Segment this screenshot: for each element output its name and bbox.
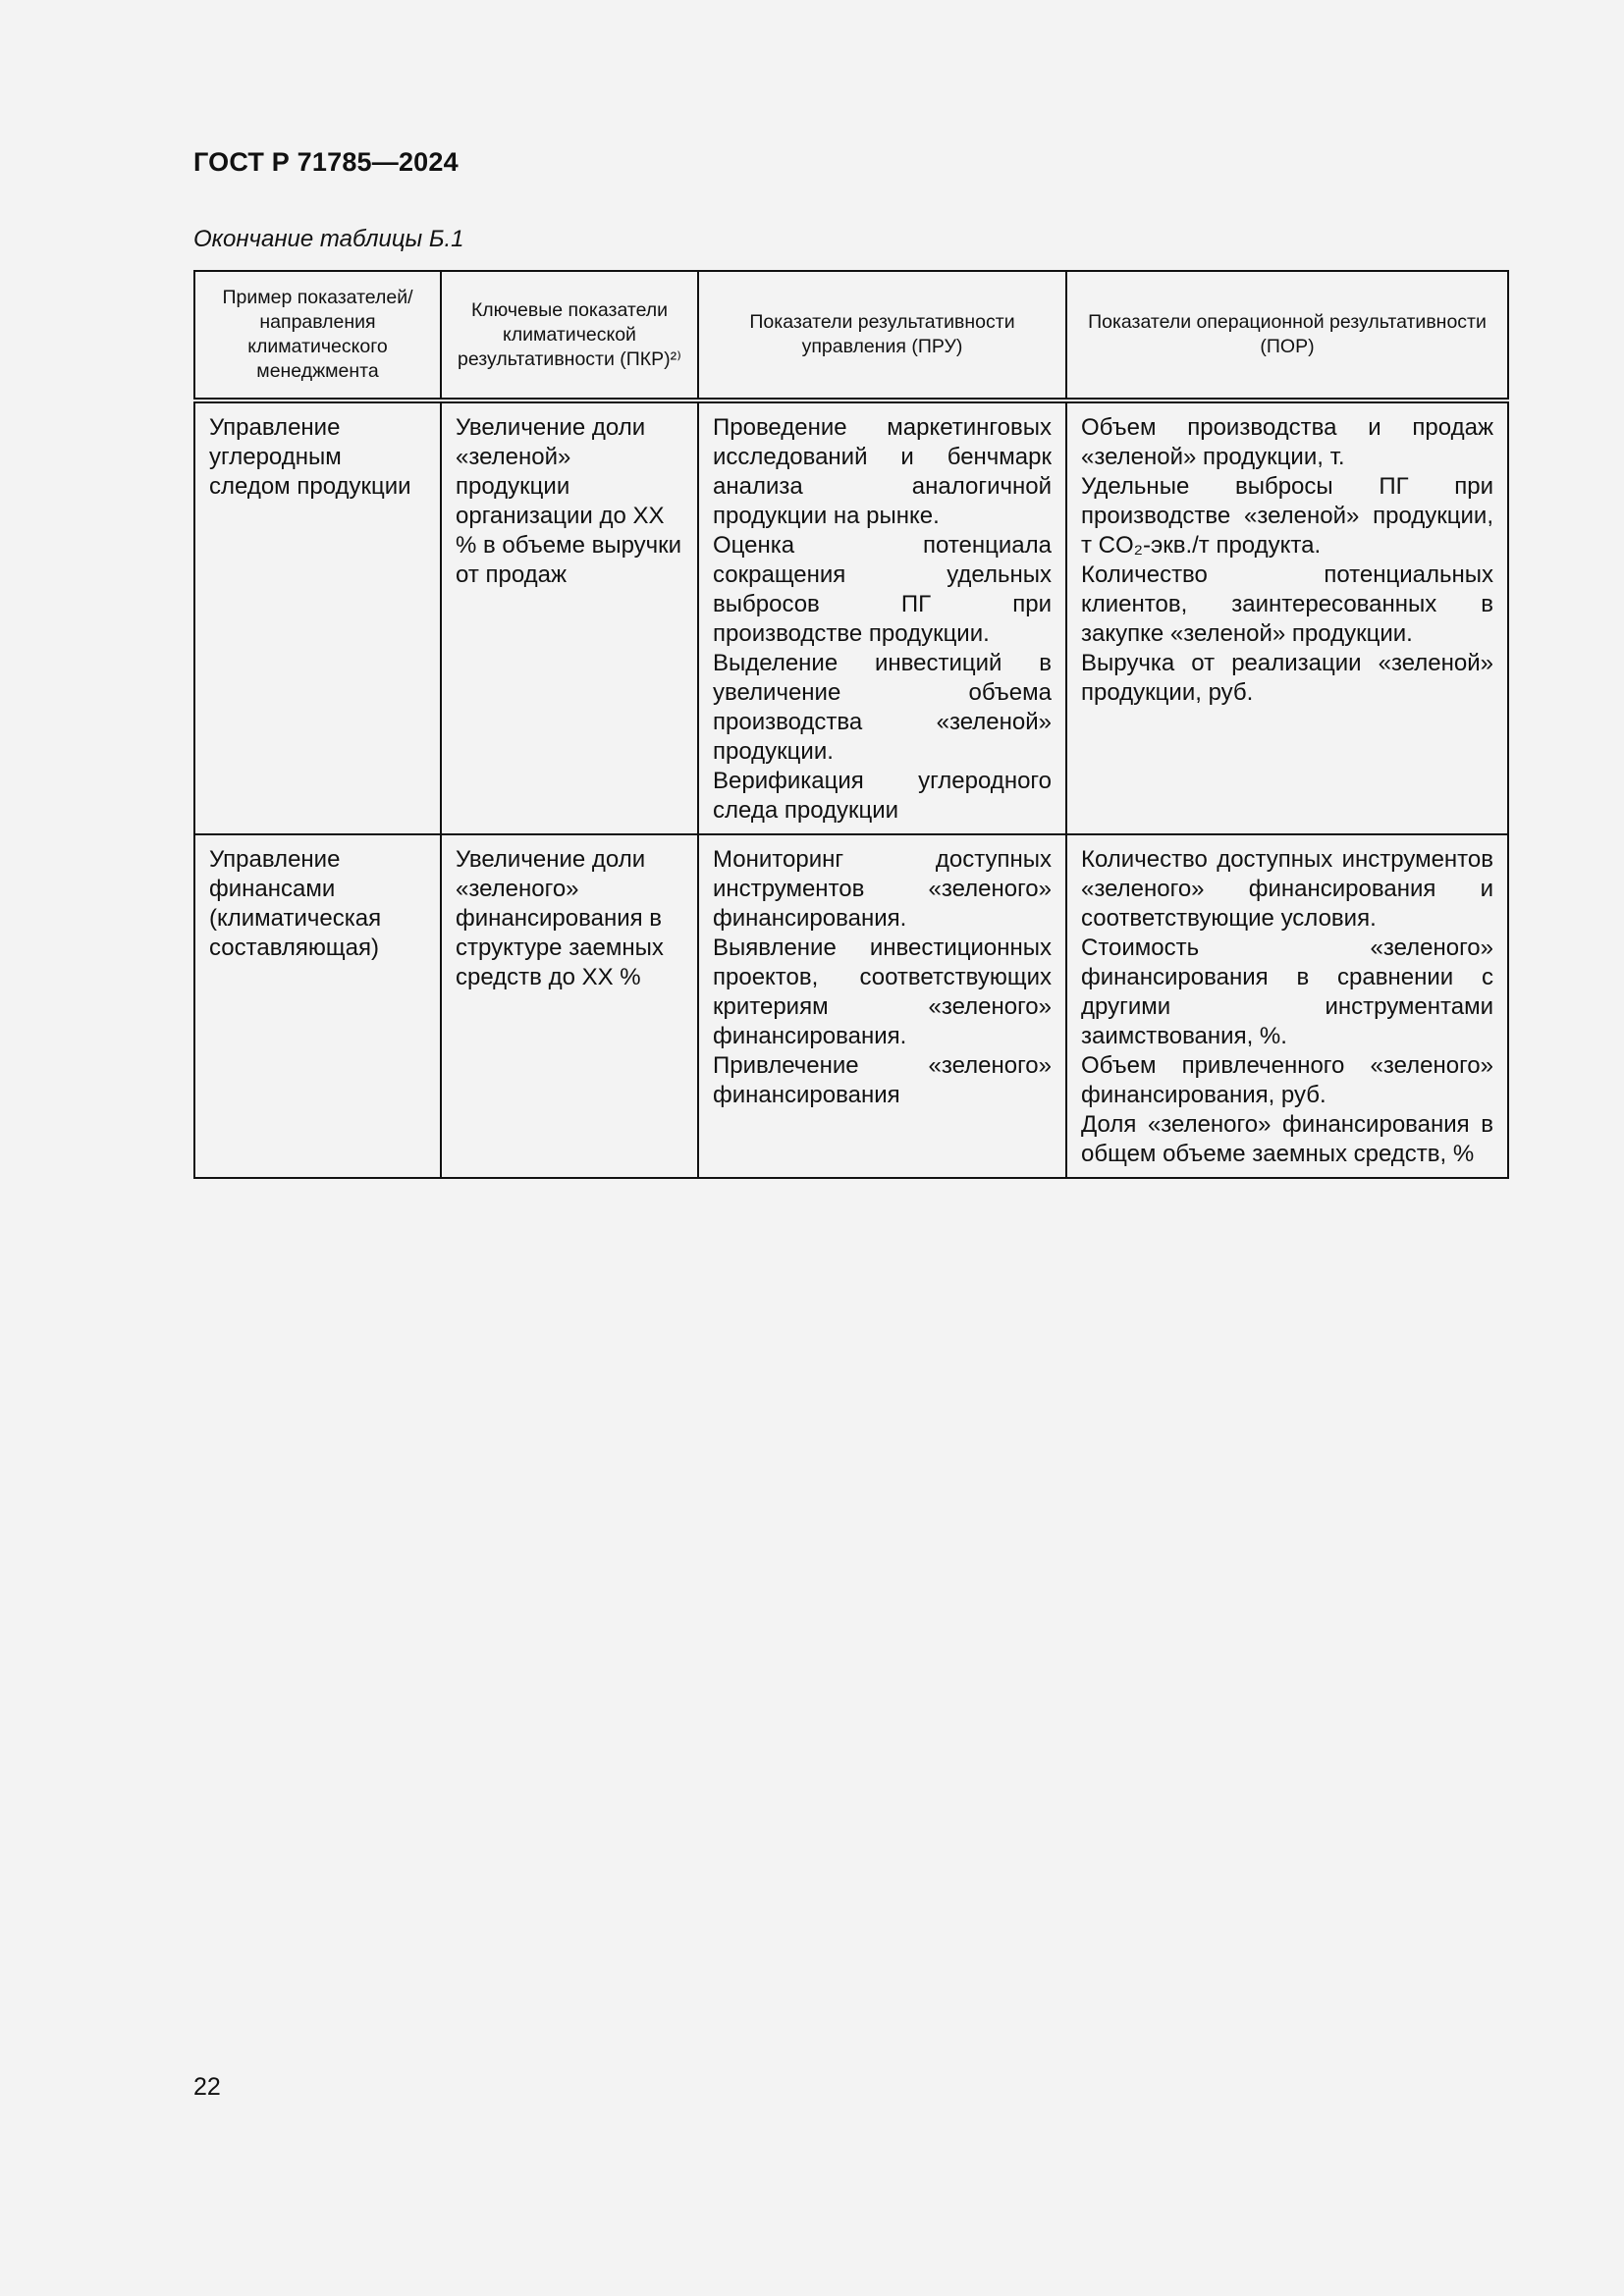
document-header-title: ГОСТ Р 71785—2024 [193,147,459,177]
management-item: Выявление инвестиционных проектов, соответствующих критериям «зеленого» финансирования. [713,934,1052,1049]
operational-item: Доля «зеленого» финансирования в общем объеме заемных средств, % [1081,1111,1493,1167]
operational-item: Объем производства и продаж «зеленой» продукции, т. [1081,414,1493,470]
management-item: Привлечение «зеленого» финансирования [713,1052,1052,1108]
cell-management [698,834,1066,1178]
management-item: Мониторинг доступных инструментов «зеленого» финансирования. [713,846,1052,932]
header-example-indicators: Пример показателей/ направления климатического менеджмента [194,271,441,400]
operational-item: Объем привлеченного «зеленого» финансирования, руб. [1081,1052,1493,1108]
table-caption: Окончание таблицы Б.1 [193,226,464,252]
management-item: Проведение маркетинговых исследований и бенчмарк анализа аналогичной продукции на рынке. [713,414,1052,529]
management-item: Оценка потенциала сокращения удельных выбросов ПГ при производстве продукции. [713,532,1052,647]
operational-item: Выручка от реализации «зеленой» продукции, руб. [1081,650,1493,706]
table-row [194,400,1508,834]
cell-operational [1066,834,1508,1178]
operational-item: Стоимость «зеленого» финансирования в сравнении с другими инструментами заимствования, %. [1081,934,1493,1049]
cell-management [698,400,1066,834]
header-operational-performance: Показатели операционной результативности (ПОР) [1066,271,1508,400]
management-item: Верификация углеродного следа продукции [713,768,1052,824]
cell-operational [1066,400,1508,834]
cell-example: Управление финансами (климатическая составляющая) [194,834,441,1178]
operational-item: Количество потенциальных клиентов, заинтересованных в закупке «зеленой» продукции. [1081,561,1493,647]
header-management-performance: Показатели результативности управления (ПРУ) [698,271,1066,400]
header-key-climate-kpi: Ключевые показатели климатической результативности (ПКР)²⁾ [441,271,698,400]
cell-kpi: Увеличение доли «зеленой» продукции организации до XX % в объеме выручки от продаж [441,400,698,834]
cell-kpi: Увеличение доли «зеленого» финансирования в структуре заемных средств до XX % [441,834,698,1178]
management-item: Выделение инвестиций в увеличение объема производства «зеленой» продукции. [713,650,1052,765]
operational-item: Количество доступных инструментов «зеленого» финансирования и соответствующие условия. [1081,846,1493,932]
page-number: 22 [193,2073,221,2101]
table-row [194,834,1508,1178]
table-header-row [194,271,1508,400]
operational-item: Удельные выбросы ПГ при производстве «зеленой» продукции, т CO₂-экв./т продукта. [1081,473,1493,559]
cell-example: Управление углеродным следом продукции [194,400,441,834]
indicators-table [193,270,1509,1179]
